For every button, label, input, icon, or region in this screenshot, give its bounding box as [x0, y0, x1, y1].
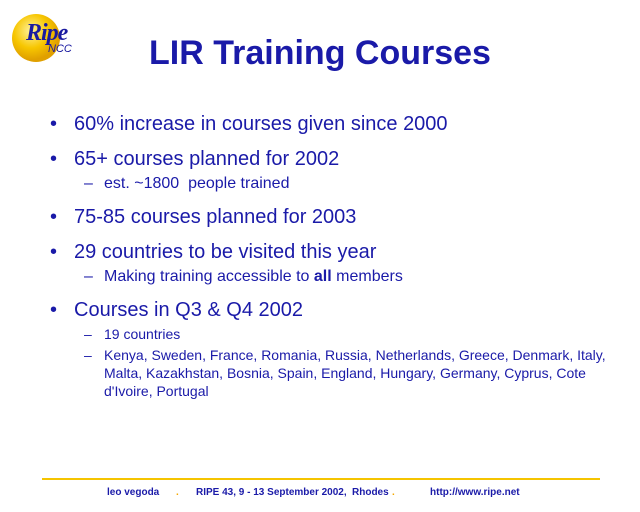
- bullet-item: [50, 147, 620, 171]
- bullet-item: [50, 240, 620, 264]
- bullet-dot: •: [50, 206, 58, 228]
- logo-ripe-text: Ripe: [26, 20, 68, 46]
- bullet-text: Courses in Q3 & Q4 2002: [74, 299, 304, 321]
- footer-divider: [42, 478, 600, 480]
- sub-bullet-dash: –: [84, 326, 92, 342]
- sub-bullet-text-before: Making training accessible to: [104, 268, 314, 285]
- bullet-text: 29 countries to be visited this year: [74, 241, 377, 263]
- logo-ncc-text: NCC: [48, 43, 72, 55]
- bullet-list: [50, 112, 620, 400]
- bullet-item: [50, 205, 620, 229]
- footer-event: RIPE 43, 9 - 13 September 2002,: [196, 487, 347, 498]
- sub-bullet-text: Kenya, Sweden, France, Romania, Russia, Netherlands, Greece, Denmark, Italy, Malta, Kazakhstan, Bosnia, Spain, England, Hungary, Germany, Cyprus, Cote d'Ivoire, Portugal: [104, 347, 606, 399]
- bullet-item: [50, 112, 620, 136]
- sub-bullet-dash: –: [84, 347, 92, 363]
- bullet-text: 75-85 courses planned for 2003: [74, 206, 357, 228]
- sub-bullet-text: est. ~1800 people trained: [104, 175, 290, 192]
- sub-bullet-item: [50, 267, 620, 287]
- sub-bullet-dash: –: [84, 268, 93, 285]
- bullet-dot: •: [50, 113, 58, 135]
- sub-bullet-text-bold: all: [313, 268, 332, 285]
- sub-bullet-text: 19 countries: [104, 326, 181, 342]
- bullet-dot: •: [50, 148, 58, 170]
- bullet-item: [50, 298, 620, 322]
- sub-bullet-item: [50, 346, 620, 400]
- footer-separator: .: [392, 487, 395, 498]
- bullet-dot: •: [50, 241, 58, 263]
- footer-url[interactable]: http://www.ripe.net: [430, 487, 520, 498]
- footer-author: leo vegoda: [107, 487, 160, 498]
- footer-location: Rhodes: [352, 487, 389, 498]
- sub-bullet-item: [50, 174, 620, 194]
- bullet-text: 65+ courses planned for 2002: [74, 148, 340, 170]
- footer-separator: .: [176, 487, 179, 498]
- sub-bullet-text-after: members: [331, 268, 403, 285]
- bullet-text: 60% increase in courses given since 2000: [74, 113, 448, 135]
- sub-bullet-item: [50, 325, 620, 343]
- bullet-dot: •: [50, 299, 58, 321]
- slide-title: LIR Training Courses: [149, 34, 491, 72]
- sub-bullet-dash: –: [84, 175, 93, 192]
